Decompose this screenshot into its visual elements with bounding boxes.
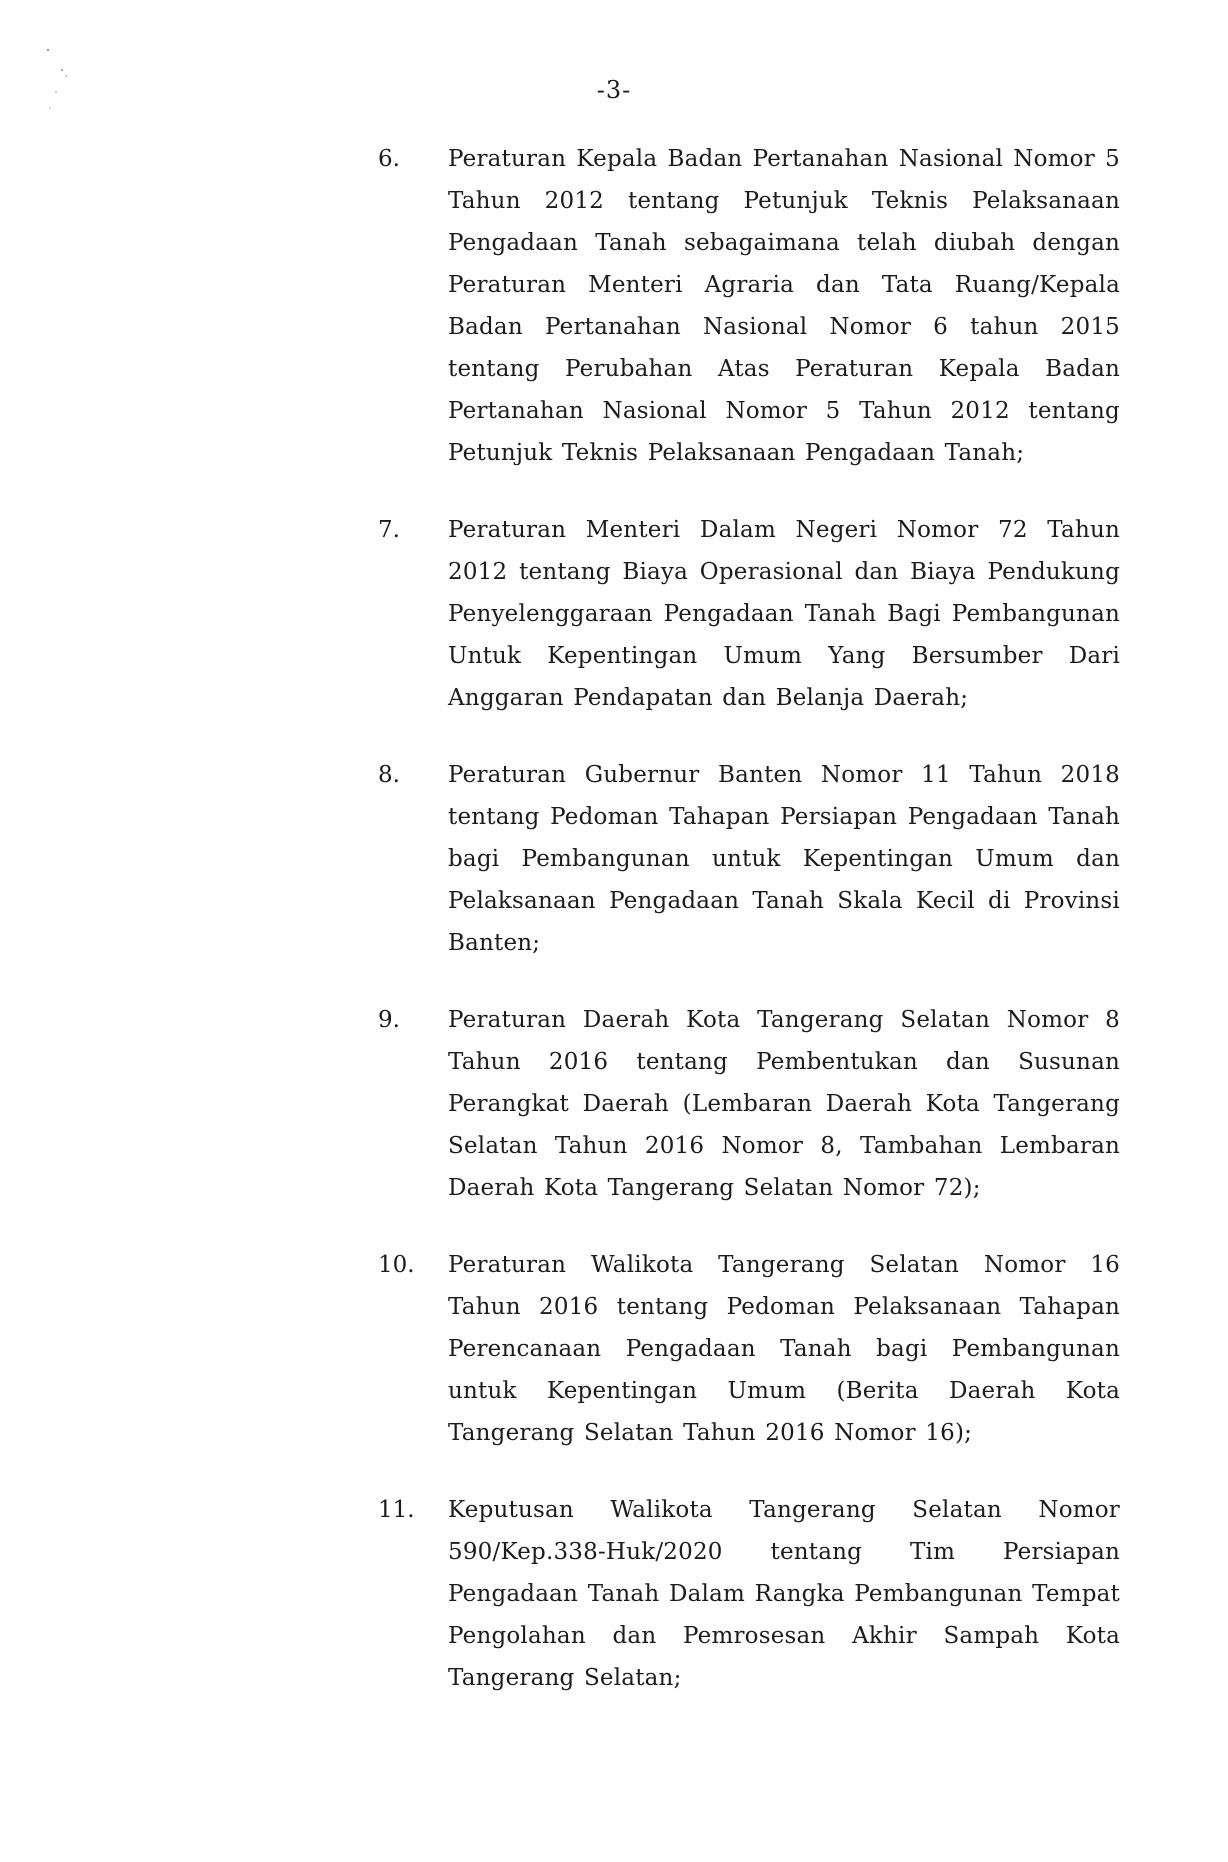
list-item: [378, 1244, 1120, 1454]
list-item-text: Peraturan Daerah Kota Tangerang Selatan Nomor 8 Tahun 2016 tentang Pembentukan dan Susunan Perangkat Daerah (Lembaran Daerah Kota Tangerang Selatan Tahun 2016 Nomor 8, Tambahan Lembaran Daerah Kota Tangerang Selatan Nomor 72);: [448, 1007, 1120, 1201]
list-item-number: 9.: [378, 1007, 400, 1033]
list-item-text: Peraturan Gubernur Banten Nomor 11 Tahun 2018 tentang Pedoman Tahapan Persiapan Pengadaan Tanah bagi Pembangunan untuk Kepentingan Umum dan Pelaksanaan Pengadaan Tanah Skala Kecil di Provinsi Banten;: [448, 762, 1120, 956]
list-item-text: Keputusan Walikota Tangerang Selatan Nomor 590/Kep.338-Huk/2020 tentang Tim Persiapan Pengadaan Tanah Dalam Rangka Pembangunan Tempat Pengolahan dan Pemrosesan Akhir Sampah Kota Tangerang Selatan;: [448, 1497, 1120, 1691]
list-item: [378, 754, 1120, 964]
list-item-number: 11.: [378, 1497, 415, 1523]
list-item: [378, 999, 1120, 1209]
list-item-number: 6.: [378, 146, 400, 172]
list-item: [378, 1489, 1120, 1699]
page-number: -3-: [596, 76, 632, 104]
list-item-number: 8.: [378, 762, 400, 788]
list-item: [378, 509, 1120, 719]
list-item-text: Peraturan Walikota Tangerang Selatan Nomor 16 Tahun 2016 tentang Pedoman Pelaksanaan Tahapan Perencanaan Pengadaan Tanah bagi Pembangunan untuk Kepentingan Umum (Berita Daerah Kota Tangerang Selatan Tahun 2016 Nomor 16);: [448, 1252, 1120, 1446]
regulation-list: [378, 138, 1120, 1734]
list-item-text: Peraturan Kepala Badan Pertanahan Nasional Nomor 5 Tahun 2012 tentang Petunjuk Teknis Pelaksanaan Pengadaan Tanah sebagaimana telah diubah dengan Peraturan Menteri Agraria dan Tata Ruang/Kepala Badan Pertanahan Nasional Nomor 6 tahun 2015 tentang Perubahan Atas Peraturan Kepala Badan Pertanahan Nasional Nomor 5 Tahun 2012 tentang Petunjuk Teknis Pelaksanaan Pengadaan Tanah;: [448, 146, 1120, 466]
list-item-text: Peraturan Menteri Dalam Negeri Nomor 72 Tahun 2012 tentang Biaya Operasional dan Biaya Pendukung Penyelenggaraan Pengadaan Tanah Bagi Pembangunan Untuk Kepentingan Umum Yang Bersumber Dari Anggaran Pendapatan dan Belanja Daerah;: [448, 517, 1120, 711]
list-item-number: 10.: [378, 1252, 415, 1278]
list-item: [378, 138, 1120, 474]
list-item-number: 7.: [378, 517, 400, 543]
